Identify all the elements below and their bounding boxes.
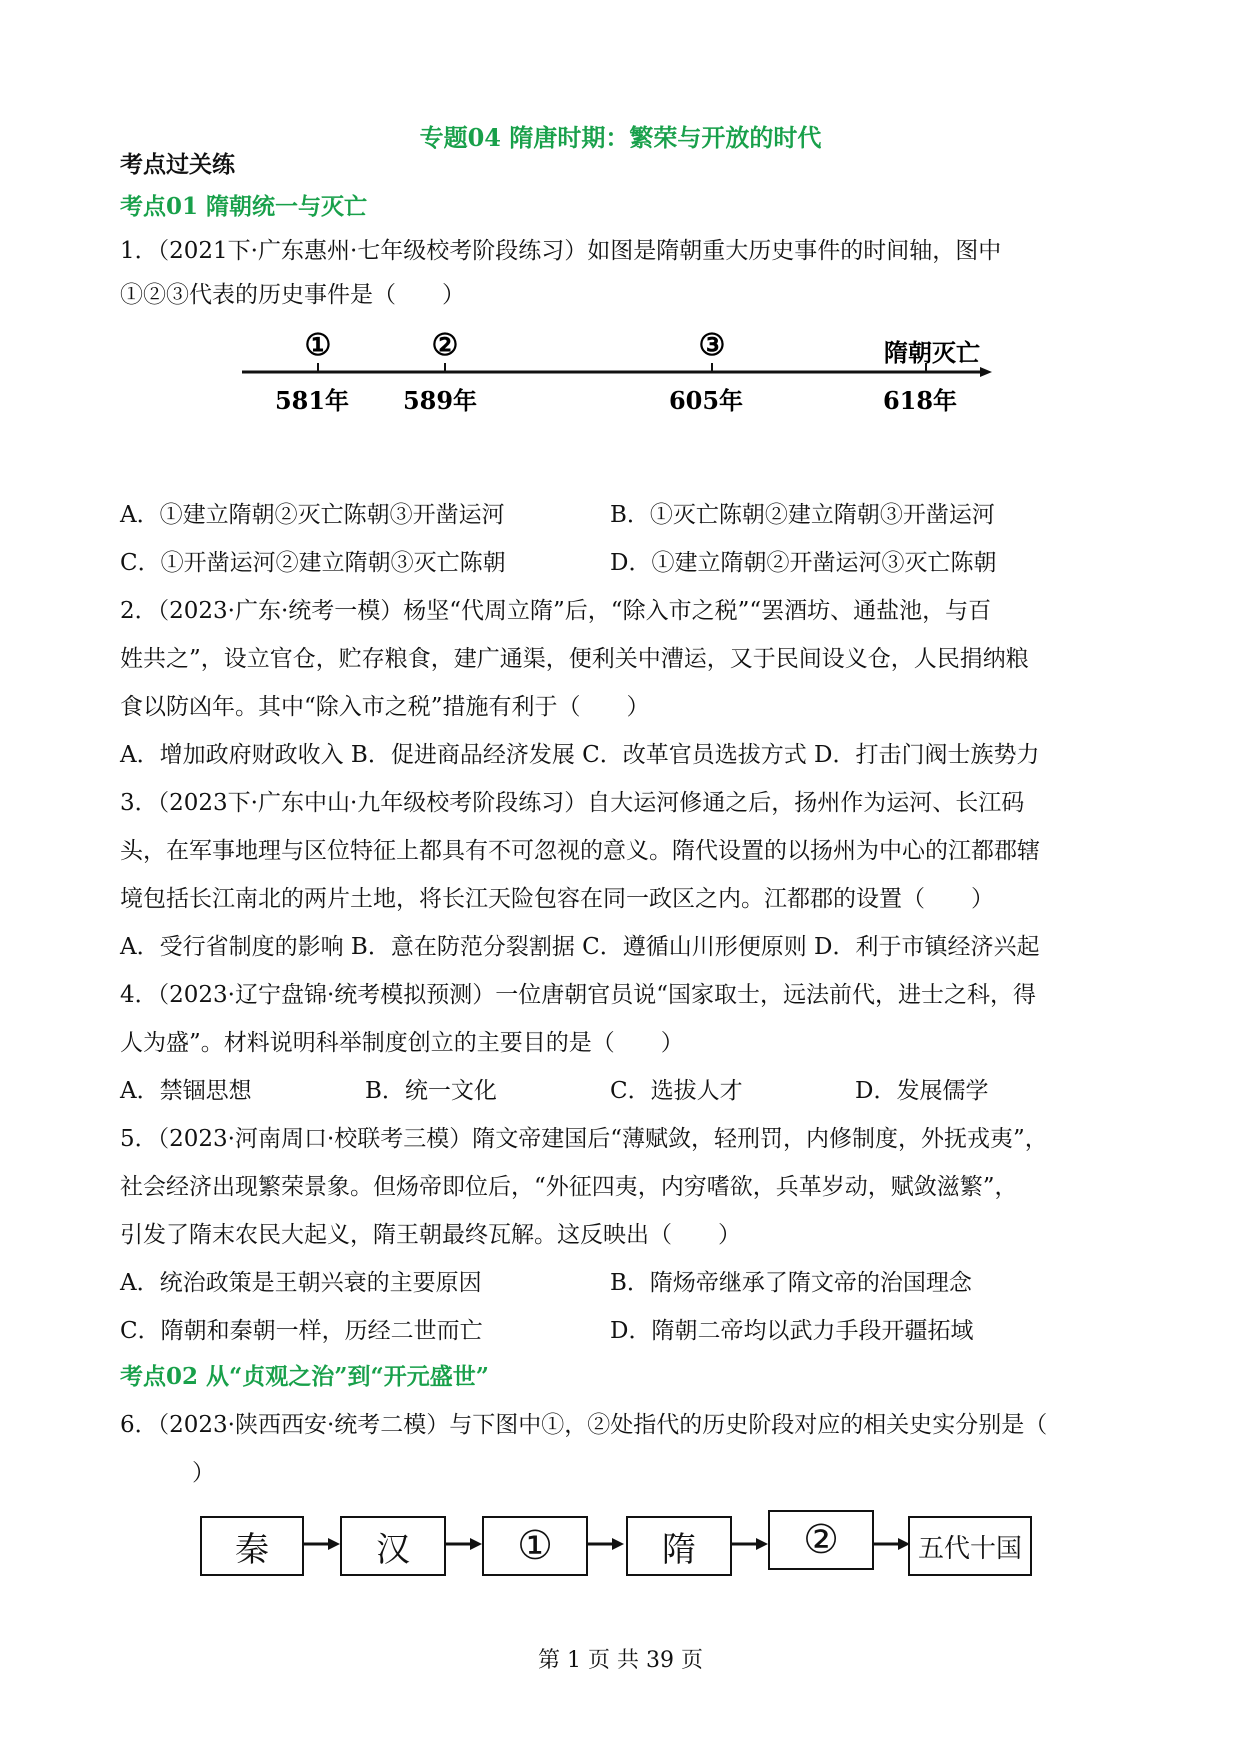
question-2-line-1: 2．（2023·广东·统考一模）杨坚“代周立隋”后，“除入市之税”“罢酒坊、通盐池，与百 xyxy=(120,598,992,624)
page-number-footer: 第 1 页 共 39 页 xyxy=(538,1648,703,1673)
q4-option-b: B．统一文化 xyxy=(365,1078,497,1104)
flow-box-2: ② xyxy=(768,1510,874,1570)
q5-option-c: C．隋朝和秦朝一样，历经二世而亡 xyxy=(120,1318,483,1344)
q1-option-a: A．①建立隋朝②灭亡陈朝③开凿运河 xyxy=(120,502,505,528)
q4-option-d: D．发展儒学 xyxy=(855,1078,989,1104)
page-title: 专题04 隋唐时期：繁荣与开放的时代 xyxy=(419,123,822,152)
flow-arrow xyxy=(730,1536,768,1552)
timeline-marker-3: ③ xyxy=(698,328,726,363)
topic-heading-1: 考点01 隋朝统一与灭亡 xyxy=(120,193,368,220)
timeline-figure xyxy=(240,325,1000,465)
q1-option-d: D．①建立隋朝②开凿运河③灭亡陈朝 xyxy=(610,550,997,576)
flow-arrow xyxy=(444,1536,482,1552)
q1-option-c: C．①开凿运河②建立隋朝③灭亡陈朝 xyxy=(120,550,506,576)
q5-option-a: A．统治政策是王朝兴衰的主要原因 xyxy=(120,1270,482,1296)
question-2-line-2: 姓共之”，设立官仓，贮存粮食，建广通渠，便利关中漕运，又于民间设义仓，人民捐纳粮 xyxy=(120,646,1029,672)
question-1-line-2: ①②③代表的历史事件是（ ） xyxy=(120,282,465,308)
flow-box-five-dynasties: 五代十国 xyxy=(908,1516,1032,1576)
timeline-year-4: 618年 xyxy=(882,386,958,415)
flow-box-qin: 秦 xyxy=(200,1516,304,1576)
flow-box-sui: 隋 xyxy=(626,1516,732,1576)
question-5-line-2: 社会经济出现繁荣景象。但炀帝即位后，“外征四夷，内穷嗜欲，兵革岁动，赋敛滋繁”， xyxy=(120,1174,1018,1200)
flow-arrow xyxy=(302,1536,340,1552)
timeline-marker-2: ② xyxy=(431,328,459,363)
topic-heading-2: 考点02 从“贞观之治”到“开元盛世” xyxy=(120,1363,489,1390)
question-3-line-1: 3．（2023下·广东中山·九年级校考阶段练习）自大运河修通之后，扬州作为运河、长江码 xyxy=(120,790,1025,816)
timeline-arrowhead xyxy=(980,367,992,377)
timeline-year-3: 605年 xyxy=(668,386,744,415)
flow-box-han: 汉 xyxy=(340,1516,446,1576)
question-1-line-1: 1．（2021下·广东惠州·七年级校考阶段练习）如图是隋朝重大历史事件的时间轴，图中 xyxy=(120,238,1002,264)
q3-options: A．受行省制度的影响 B．意在防范分裂割据 C．遵循山川形便原则 D．利于市镇经济兴起 xyxy=(120,934,1040,960)
question-4-line-1: 4．（2023·辽宁盘锦·统考模拟预测）一位唐朝官员说“国家取士，远法前代，进士之科，得 xyxy=(120,982,1037,1008)
flow-box-1: ① xyxy=(482,1516,588,1576)
question-2-line-3: 食以防凶年。其中“除入市之税”措施有利于（ ） xyxy=(120,694,650,720)
q4-option-c: C．选拔人才 xyxy=(610,1078,743,1104)
question-3-line-2: 头，在军事地理与区位特征上都具有不可忽视的意义。隋代设置的以扬州为中心的江都郡辖 xyxy=(120,838,1040,864)
timeline-year-1: 581年 xyxy=(274,386,350,415)
q2-options: A．增加政府财政收入 B．促进商品经济发展 C．改革官员选拔方式 D．打击门阀士族势力 xyxy=(120,742,1040,768)
timeline-marker-4: 隋朝灭亡 xyxy=(884,338,980,367)
question-4-line-2: 人为盛”。材料说明科举制度创立的主要目的是（ ） xyxy=(120,1030,684,1056)
q1-option-b: B．①灭亡陈朝②建立隋朝③开凿运河 xyxy=(610,502,995,528)
question-5-line-3: 引发了隋末农民大起义，隋王朝最终瓦解。这反映出（ ） xyxy=(120,1222,741,1248)
flow-arrow xyxy=(586,1536,624,1552)
section-label: 考点过关练 xyxy=(120,151,235,178)
q4-option-a: A．禁锢思想 xyxy=(120,1078,252,1104)
flow-arrow xyxy=(872,1536,910,1552)
q5-option-d: D．隋朝二帝均以武力手段开疆拓域 xyxy=(610,1318,974,1344)
timeline-year-2: 589年 xyxy=(402,386,478,415)
question-5-line-1: 5．（2023·河南周口·校联考三模）隋文帝建国后“薄赋敛，轻刑罚，内修制度，外抚戎夷”， xyxy=(120,1126,1048,1152)
question-6-line-1: 6．（2023·陕西西安·统考二模）与下图中①，②处指代的历史阶段对应的相关史实分别是（ xyxy=(120,1412,1048,1438)
timeline-marker-1: ① xyxy=(304,328,332,363)
q5-option-b: B．隋炀帝继承了隋文帝的治国理念 xyxy=(610,1270,972,1296)
question-3-line-3: 境包括长江南北的两片土地，将长江天险包容在同一政区之内。江都郡的设置（ ） xyxy=(120,886,994,912)
question-6-line-2: ） xyxy=(192,1460,215,1486)
